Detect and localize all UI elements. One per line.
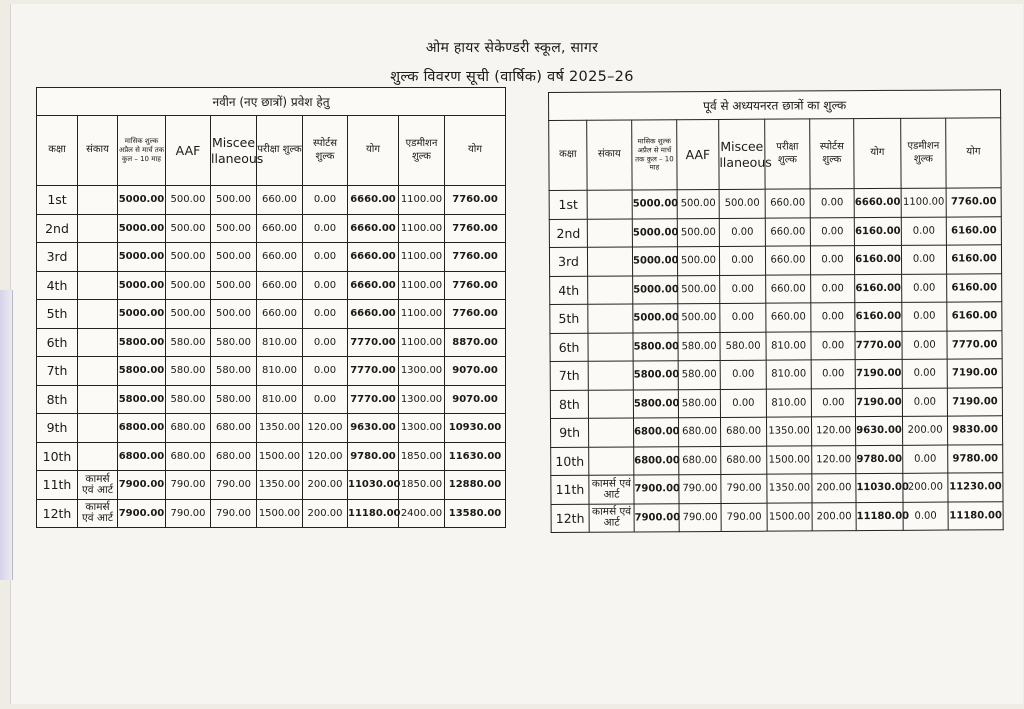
sports-fee-cell: 0.00 [303,385,348,414]
exam-fee-cell: 810.00 [766,331,811,360]
admission-fee-cell: 0.00 [901,245,946,274]
col-header-grand-total: योग [445,116,506,186]
class-cell: 12th [551,504,589,533]
table-row [37,186,506,215]
misc-cell: 790.00 [721,503,767,532]
stream-cell [78,328,118,357]
class-cell: 1st [549,190,587,219]
table-row [551,444,1003,475]
col-header-sports: स्पोर्टस शुल्क [810,119,854,189]
aaf-cell: 580.00 [678,332,720,361]
aaf-cell: 500.00 [678,275,720,304]
aaf-cell: 790.00 [679,503,721,532]
misc-cell: 0.00 [720,275,766,304]
table-row [37,214,506,243]
sports-fee-cell: 0.00 [810,217,854,246]
grand-total-cell: 6160.00 [947,302,1002,331]
stream-cell [588,418,633,447]
aaf-cell: 500.00 [677,218,719,247]
stream-cell [588,332,633,361]
class-cell: 8th [37,385,78,414]
class-cell: 4th [37,271,78,300]
table-row [550,387,1002,418]
table-row [37,499,506,528]
table-row [37,243,506,272]
sports-fee-cell: 0.00 [810,189,854,218]
class-cell: 9th [37,414,78,443]
aaf-cell: 500.00 [677,189,719,218]
stream-cell: कामर्स एवं आर्ट [589,475,634,504]
total-cell: 7190.00 [855,388,902,417]
exam-fee-cell: 660.00 [257,271,303,300]
admission-fee-cell: 1300.00 [399,357,445,386]
monthly-fee-cell: 6800.00 [633,418,678,447]
class-cell: 4th [550,276,588,305]
col-header-aaf: AAF [166,116,211,186]
sports-fee-cell: 200.00 [303,471,348,500]
monthly-fee-cell: 7900.00 [118,499,166,528]
total-cell: 7190.00 [855,359,902,388]
class-cell: 7th [37,357,78,386]
monthly-fee-cell: 5800.00 [633,332,678,361]
grand-total-cell: 6160.00 [946,216,1001,245]
table-row [37,271,506,300]
grand-total-cell: 7760.00 [445,271,506,300]
monthly-fee-cell: 5000.00 [118,271,166,300]
aaf-cell: 500.00 [166,271,211,300]
admission-fee-cell: 0.00 [902,274,947,303]
monthly-fee-cell: 5000.00 [632,247,677,276]
grand-total-cell: 9780.00 [948,444,1003,473]
misc-cell: 680.00 [720,417,766,446]
total-cell: 11030.00 [348,471,399,500]
misc-cell: 0.00 [720,360,766,389]
admission-fee-cell: 1100.00 [399,328,445,357]
admission-fee-cell: 1850.00 [399,471,445,500]
exam-fee-cell: 660.00 [765,189,810,218]
admission-fee-cell: 0.00 [902,388,947,417]
exam-fee-cell: 660.00 [257,300,303,329]
misc-cell: 500.00 [211,186,257,215]
monthly-fee-cell: 5000.00 [118,186,166,215]
sports-fee-cell: 0.00 [303,328,348,357]
col-header-total: योग [854,118,901,188]
exam-fee-cell: 810.00 [257,328,303,357]
stream-cell [587,247,632,276]
exam-fee-cell: 1500.00 [257,499,303,528]
table-row [550,330,1002,361]
stream-cell [78,357,118,386]
stream-cell [588,275,633,304]
stream-cell [587,218,632,247]
exam-fee-cell: 1350.00 [257,471,303,500]
misc-cell: 500.00 [719,189,765,218]
misc-cell: 580.00 [211,328,257,357]
existing-students-fee-table [548,89,1004,533]
stream-cell [78,414,118,443]
class-cell: 3rd [37,243,78,272]
monthly-fee-cell: 7900.00 [634,475,679,504]
sports-fee-cell: 0.00 [303,300,348,329]
class-cell: 6th [550,333,588,362]
total-cell: 6160.00 [855,302,902,331]
sports-fee-cell: 200.00 [812,502,856,531]
aaf-cell: 580.00 [166,357,211,386]
sports-fee-cell: 0.00 [303,186,348,215]
grand-total-cell: 6160.00 [947,273,1002,302]
misc-cell: 0.00 [720,303,766,332]
grand-total-cell: 11230.00 [948,473,1003,502]
aaf-cell: 500.00 [678,303,720,332]
admission-fee-cell: 1100.00 [399,243,445,272]
table-row [37,385,506,414]
class-cell: 3rd [549,247,587,276]
admission-fee-cell: 2400.00 [399,499,445,528]
col-header-exam: परीक्षा शुल्क [765,119,810,189]
aaf-cell: 500.00 [166,214,211,243]
total-cell: 6660.00 [348,214,399,243]
monthly-fee-cell: 5800.00 [118,357,166,386]
col-header-sports: स्पोर्टस शुल्क [303,116,348,186]
exam-fee-cell: 1500.00 [257,442,303,471]
exam-fee-cell: 1500.00 [767,445,812,474]
admission-fee-cell: 1100.00 [399,214,445,243]
misc-cell: 580.00 [211,385,257,414]
grand-total-cell: 7760.00 [445,186,506,215]
aaf-cell: 580.00 [678,360,720,389]
exam-fee-cell: 810.00 [766,388,811,417]
class-cell: 5th [550,304,588,333]
total-cell: 9780.00 [348,442,399,471]
monthly-fee-cell: 5000.00 [118,300,166,329]
admission-fee-cell: 0.00 [902,302,947,331]
col-header-aaf: AAF [677,119,719,189]
total-cell: 6660.00 [348,271,399,300]
col-header-monthly-fee: मासिक शुल्क अप्रैल से मार्च तक कुल – 10 माह [632,120,677,190]
exam-fee-cell: 1350.00 [766,417,811,446]
table-row [550,273,1002,304]
sports-fee-cell: 200.00 [303,499,348,528]
table-row [37,414,506,443]
total-cell: 7770.00 [855,331,902,360]
monthly-fee-cell: 5800.00 [633,361,678,390]
misc-cell: 500.00 [211,243,257,272]
schedule-title: शुल्क विवरण सूची (वार्षिक) वर्ष 2025–26 [390,69,634,85]
admission-fee-cell: 0.00 [903,445,948,474]
aaf-cell: 680.00 [678,417,720,446]
col-header-stream: संकाय [78,116,118,186]
col-header-misc: Miscee llaneous [719,119,765,189]
grand-total-cell: 12880.00 [445,471,506,500]
grand-total-cell: 6160.00 [946,245,1001,274]
col-header-admission: एडमीशन शुल्क [399,116,445,186]
stream-cell: कामर्स एवं आर्ट [78,471,118,500]
class-cell: 8th [550,390,588,419]
col-header-exam: परीक्षा शुल्क [257,116,303,186]
stream-cell: कामर्स एवं आर्ट [78,499,118,528]
exam-fee-cell: 810.00 [766,360,811,389]
grand-total-cell: 9070.00 [445,385,506,414]
aaf-cell: 500.00 [166,300,211,329]
class-cell: 2nd [37,214,78,243]
admission-fee-cell: 1100.00 [399,271,445,300]
monthly-fee-cell: 5000.00 [118,214,166,243]
admission-fee-cell: 0.00 [903,502,948,531]
stream-cell [587,190,632,219]
exam-fee-cell: 1500.00 [767,502,812,531]
table-row [37,328,506,357]
stream-cell [78,271,118,300]
table-row [37,300,506,329]
total-cell: 6160.00 [854,217,901,246]
class-cell: 2nd [549,219,587,248]
total-cell: 6160.00 [855,274,902,303]
admission-fee-cell: 1100.00 [399,300,445,329]
exam-fee-cell: 1350.00 [257,414,303,443]
misc-cell: 0.00 [720,389,766,418]
grand-total-cell: 13580.00 [445,499,506,528]
col-header-total: योग [348,116,399,186]
admission-fee-cell: 1300.00 [399,414,445,443]
grand-total-cell: 7770.00 [947,330,1002,359]
table-row [550,359,1002,390]
admission-fee-cell: 1300.00 [399,385,445,414]
aaf-cell: 680.00 [679,446,721,475]
exam-fee-cell: 660.00 [257,214,303,243]
table-row [37,357,506,386]
monthly-fee-cell: 5000.00 [118,243,166,272]
total-cell: 9630.00 [348,414,399,443]
table-row [37,471,506,500]
header-row [549,118,1002,191]
sports-fee-cell: 0.00 [811,360,855,389]
misc-cell: 790.00 [721,474,767,503]
misc-cell: 0.00 [719,246,765,275]
sports-fee-cell: 0.00 [303,271,348,300]
grand-total-cell: 7190.00 [947,359,1002,388]
sports-fee-cell: 120.00 [303,442,348,471]
class-cell: 6th [37,328,78,357]
aaf-cell: 790.00 [166,499,211,528]
grand-total-cell: 9070.00 [445,357,506,386]
table-row [37,442,506,471]
misc-cell: 0.00 [719,218,765,247]
grand-total-cell: 7760.00 [445,300,506,329]
monthly-fee-cell: 5000.00 [632,218,677,247]
misc-cell: 790.00 [211,471,257,500]
misc-cell: 500.00 [211,271,257,300]
table-row [551,473,1003,504]
total-cell: 6160.00 [854,245,901,274]
class-cell: 9th [550,418,588,447]
monthly-fee-cell: 6800.00 [118,414,166,443]
exam-fee-cell: 810.00 [257,357,303,386]
misc-cell: 580.00 [720,332,766,361]
new-students-fee-table [36,87,506,528]
sports-fee-cell: 120.00 [303,414,348,443]
grand-total-cell: 7190.00 [947,387,1002,416]
monthly-fee-cell: 5000.00 [633,304,678,333]
grand-total-cell: 7760.00 [445,243,506,272]
misc-cell: 500.00 [211,300,257,329]
sports-fee-cell: 120.00 [811,417,855,446]
admission-fee-cell: 200.00 [903,473,948,502]
exam-fee-cell: 660.00 [766,303,811,332]
table-row [549,216,1001,247]
class-cell: 5th [37,300,78,329]
table-row [550,302,1002,333]
grand-total-cell: 9830.00 [947,416,1002,445]
stream-cell [78,243,118,272]
misc-cell: 790.00 [211,499,257,528]
stream-cell [588,361,633,390]
col-header-misc: Miscee llaneous [211,116,257,186]
col-header-admission: एडमीशन शुल्क [901,118,946,188]
class-cell: 11th [37,471,78,500]
total-cell: 6660.00 [348,243,399,272]
grand-total-cell: 11180.00 [948,501,1003,530]
stream-cell: कामर्स एवं आर्ट [589,503,634,532]
misc-cell: 680.00 [721,446,767,475]
grand-total-cell: 8870.00 [445,328,506,357]
admission-fee-cell: 0.00 [902,331,947,360]
table-row [551,501,1003,532]
monthly-fee-cell: 6800.00 [118,442,166,471]
class-cell: 7th [550,361,588,390]
aaf-cell: 580.00 [166,385,211,414]
edge-stamp-strip [0,290,13,580]
sports-fee-cell: 0.00 [810,246,854,275]
class-cell: 10th [551,447,589,476]
sports-fee-cell: 0.00 [303,357,348,386]
admission-fee-cell: 200.00 [902,416,947,445]
total-cell: 7770.00 [348,385,399,414]
stream-cell [588,389,633,418]
misc-cell: 500.00 [211,214,257,243]
monthly-fee-cell: 7900.00 [118,471,166,500]
grand-total-cell: 10930.00 [445,414,506,443]
exam-fee-cell: 660.00 [765,217,810,246]
sports-fee-cell: 0.00 [811,388,855,417]
header-row [37,116,506,186]
exam-fee-cell: 660.00 [766,274,811,303]
grand-total-cell: 11630.00 [445,442,506,471]
monthly-fee-cell: 7900.00 [634,503,679,532]
misc-cell: 580.00 [211,357,257,386]
table-row [550,416,1002,447]
total-cell: 6660.00 [348,300,399,329]
aaf-cell: 790.00 [166,471,211,500]
exam-fee-cell: 1350.00 [767,474,812,503]
total-cell: 11180.00 [856,502,903,531]
sports-fee-cell: 0.00 [811,274,855,303]
col-header-grand-total: योग [946,118,1002,188]
total-cell: 6660.00 [854,188,901,217]
total-cell: 7770.00 [348,328,399,357]
table-row [549,245,1001,276]
sports-fee-cell: 120.00 [812,445,856,474]
total-cell: 11030.00 [856,473,903,502]
col-header-stream: संकाय [587,120,632,190]
admission-fee-cell: 0.00 [902,359,947,388]
col-header-class: कक्षा [37,116,78,186]
exam-fee-cell: 660.00 [257,243,303,272]
class-cell: 10th [37,442,78,471]
monthly-fee-cell: 5800.00 [118,385,166,414]
stream-cell [588,304,633,333]
admission-fee-cell: 1100.00 [901,188,946,217]
exam-fee-cell: 810.00 [257,385,303,414]
table-caption: पूर्व से अध्ययनरत छात्रों का शुल्क [549,90,1001,121]
col-header-class: कक्षा [549,120,587,190]
aaf-cell: 580.00 [678,389,720,418]
total-cell: 9630.00 [855,416,902,445]
monthly-fee-cell: 6800.00 [634,446,679,475]
total-cell: 9780.00 [856,445,903,474]
monthly-fee-cell: 5000.00 [632,190,677,219]
monthly-fee-cell: 5800.00 [633,389,678,418]
aaf-cell: 500.00 [677,246,719,275]
sports-fee-cell: 200.00 [812,474,856,503]
stream-cell [78,442,118,471]
grand-total-cell: 7760.00 [445,214,506,243]
class-cell: 1st [37,186,78,215]
table-row [549,188,1001,219]
sports-fee-cell: 0.00 [811,331,855,360]
misc-cell: 680.00 [211,442,257,471]
monthly-fee-cell: 5000.00 [633,275,678,304]
aaf-cell: 500.00 [166,186,211,215]
exam-fee-cell: 660.00 [257,186,303,215]
aaf-cell: 580.00 [166,328,211,357]
stream-cell [78,300,118,329]
class-cell: 11th [551,475,589,504]
total-cell: 6660.00 [348,186,399,215]
admission-fee-cell: 0.00 [901,217,946,246]
monthly-fee-cell: 5800.00 [118,328,166,357]
sports-fee-cell: 0.00 [303,214,348,243]
admission-fee-cell: 1850.00 [399,442,445,471]
school-name: ओम हायर सेकेण्डरी स्कूल, सागर [425,40,599,56]
stream-cell [78,214,118,243]
table-caption: नवीन (नए छात्रों) प्रवेश हेतु [37,88,506,116]
sports-fee-cell: 0.00 [303,243,348,272]
aaf-cell: 680.00 [166,442,211,471]
total-cell: 7770.00 [348,357,399,386]
stream-cell [78,385,118,414]
stream-cell [589,446,634,475]
aaf-cell: 680.00 [166,414,211,443]
stream-cell [78,186,118,215]
total-cell: 11180.00 [348,499,399,528]
class-cell: 12th [37,499,78,528]
grand-total-cell: 7760.00 [946,188,1001,217]
sports-fee-cell: 0.00 [811,303,855,332]
aaf-cell: 790.00 [679,474,721,503]
exam-fee-cell: 660.00 [765,246,810,275]
aaf-cell: 500.00 [166,243,211,272]
misc-cell: 680.00 [211,414,257,443]
col-header-monthly-fee: मासिक शुल्क अप्रैल से मार्च तक कुल – 10 माह [118,116,166,186]
admission-fee-cell: 1100.00 [399,186,445,215]
